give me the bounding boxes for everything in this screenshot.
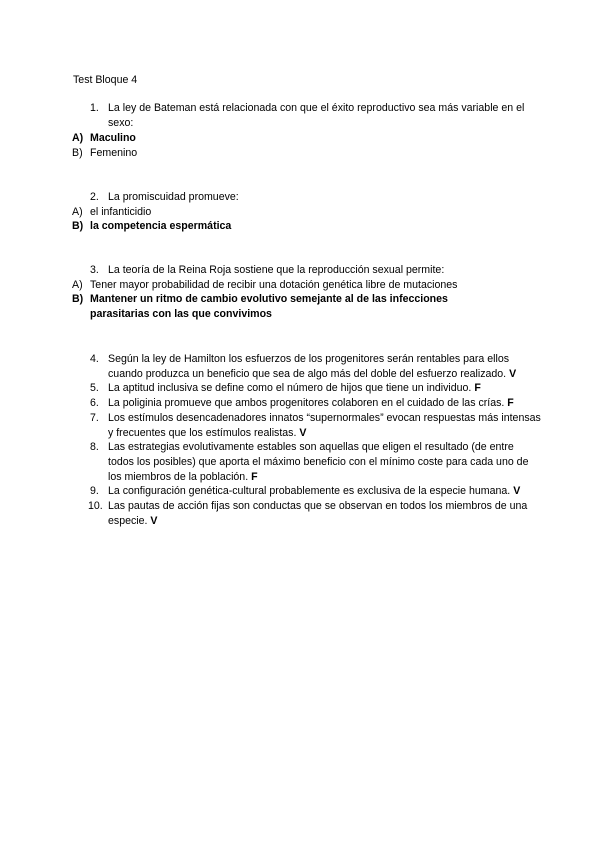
option-letter: A) bbox=[72, 132, 84, 144]
option-b bbox=[72, 146, 530, 161]
option-letter: B) bbox=[72, 220, 84, 233]
statement-number: 10. bbox=[88, 500, 103, 513]
statement-number: 8. bbox=[90, 441, 99, 454]
option-letter: A) bbox=[72, 205, 83, 218]
statement-5 bbox=[90, 381, 540, 396]
statement-answer: V bbox=[513, 485, 521, 498]
statement-number: 5. bbox=[90, 382, 99, 395]
question-stem bbox=[90, 101, 530, 130]
statement-10 bbox=[90, 499, 548, 528]
statement-text: Según la ley de Hamilton los esfuerzos de los progenitores serán rentables para ellos cuando produzca un beneficio que sea de algo más del doble del esfuerzo realizado. bbox=[108, 353, 510, 380]
statement-answer: V bbox=[509, 367, 517, 380]
option-a bbox=[72, 205, 530, 220]
statement-text: La configuración genética-cultural probablemente es exclusiva de la especie humana. bbox=[108, 485, 511, 498]
question-1 bbox=[90, 101, 530, 130]
statement-answer: V bbox=[299, 426, 307, 439]
option-a bbox=[72, 131, 530, 146]
statement-text: Las estrategias evolutivamente estables son aquellas que eligen el resultado (de entre todos los posibles) que aporta el máximo beneficio con el mínimo coste para cada uno de los miembros de la población. bbox=[108, 441, 529, 483]
option-text: el infanticidio bbox=[90, 205, 152, 218]
question-2 bbox=[72, 190, 530, 234]
option-text: Femenino bbox=[90, 146, 138, 159]
statement-6 bbox=[90, 396, 548, 411]
option-text: la competencia espermática bbox=[90, 220, 232, 233]
statement-number: 7. bbox=[90, 411, 99, 424]
question-stem bbox=[90, 263, 530, 278]
statement-9 bbox=[90, 484, 528, 499]
document-title: Test Bloque 4 bbox=[73, 74, 138, 86]
statement-number: 9. bbox=[90, 485, 99, 498]
question-number: 2. bbox=[90, 191, 99, 203]
statement-4 bbox=[90, 352, 528, 381]
statement-answer: F bbox=[474, 382, 481, 395]
question-3 bbox=[72, 263, 530, 321]
option-letter: B) bbox=[72, 293, 84, 306]
question-text: La ley de Bateman está relacionada con que el éxito reproductivo sea más variable en el sexo: bbox=[108, 102, 525, 129]
true-false-list bbox=[90, 352, 540, 528]
option-text: Mantener un ritmo de cambio evolutivo semejante al de las infecciones parasitarias con las que convivimos bbox=[90, 293, 448, 320]
statement-8 bbox=[90, 440, 538, 484]
question-text: La teoría de la Reina Roja sostiene que la reproducción sexual permite: bbox=[108, 264, 445, 276]
option-b bbox=[72, 292, 500, 321]
statement-text: Las pautas de acción fijas son conductas que se observan en todos los miembros de una especie. bbox=[108, 500, 528, 527]
question-stem bbox=[90, 190, 530, 205]
option-text: Tener mayor probabilidad de recibir una dotación genética libre de mutaciones bbox=[90, 278, 458, 291]
statement-answer: F bbox=[251, 470, 258, 483]
statement-answer: V bbox=[150, 514, 158, 527]
question-text: La promiscuidad promueve: bbox=[108, 191, 239, 203]
option-b bbox=[72, 219, 530, 234]
question-number: 3. bbox=[90, 264, 99, 276]
option-letter: B) bbox=[72, 146, 83, 159]
option-a bbox=[72, 278, 550, 293]
question-1-options bbox=[72, 131, 530, 160]
statement-text: La aptitud inclusiva se define como el número de hijos que tiene un individuo. bbox=[108, 382, 472, 395]
statement-number: 4. bbox=[90, 353, 99, 365]
statement-text: La poliginia promueve que ambos progenitores colaboren en el cuidado de las crías. bbox=[108, 397, 505, 410]
statement-7 bbox=[90, 411, 548, 440]
statement-text: Los estímulos desencadenadores innatos “supernormales” evocan respuestas más intensas y frecuentes que los estímulos realistas. bbox=[108, 411, 541, 439]
option-letter: A) bbox=[72, 278, 83, 291]
question-number: 1. bbox=[90, 102, 99, 114]
statement-number: 6. bbox=[90, 397, 99, 410]
option-text: Maculino bbox=[90, 132, 136, 144]
statement-answer: F bbox=[507, 397, 514, 410]
